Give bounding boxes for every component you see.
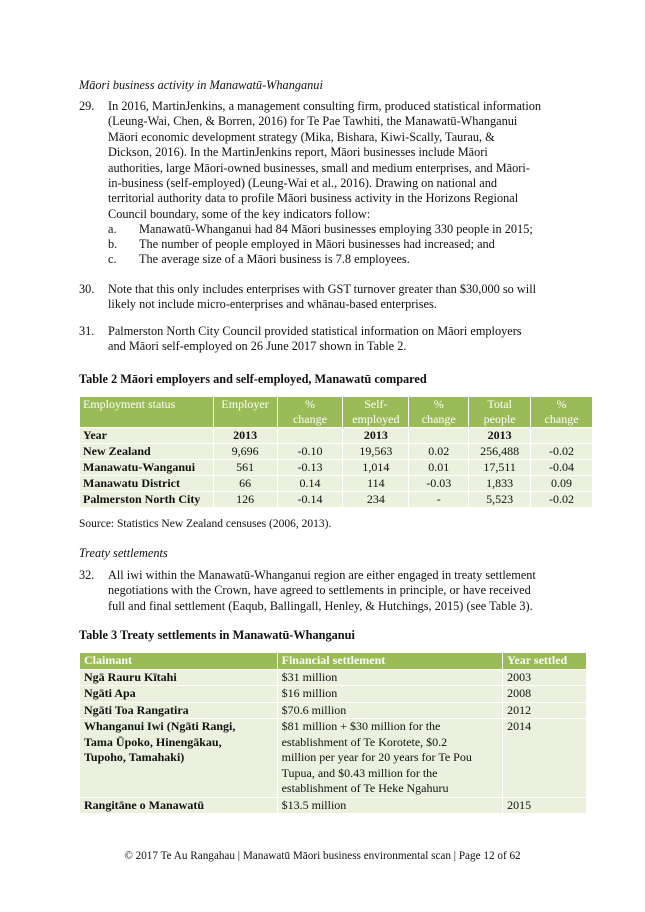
text-line: Palmerston North City Council provided statistical information on Māori employers <box>108 324 522 338</box>
text-line: All iwi within the Manawatū-Whanganui region are either engaged in treaty settlement <box>108 568 536 582</box>
list-item-text: The number of people employed in Māori businesses had increased; and <box>139 237 495 251</box>
table-cell: 2013 <box>343 428 409 444</box>
table-cell: New Zealand <box>80 444 214 460</box>
table-cell: 2013 <box>469 428 531 444</box>
table-cell: 9,696 <box>213 444 277 460</box>
table-row <box>80 460 593 476</box>
table-cell <box>531 428 593 444</box>
table-cell: 0.02 <box>409 444 469 460</box>
table-cell: 234 <box>343 492 409 508</box>
text-line: Dickson, 2016). In the MartinJenkins report, Māori businesses include Māori <box>108 145 488 160</box>
list-item-label: a. <box>108 222 117 236</box>
text-line: in-business (self-employed) (Leung-Wai et al., 2016). Drawing on national and <box>108 176 497 191</box>
table-cell: Year <box>80 428 214 444</box>
paragraph-number: 31. <box>79 324 95 338</box>
table-cell: -0.02 <box>531 444 593 460</box>
column-header: Year settled <box>503 653 587 670</box>
table-cell: 114 <box>343 476 409 492</box>
column-header: Employment status <box>80 397 214 428</box>
paragraph-number: 32. <box>79 568 95 582</box>
table-cell: 126 <box>213 492 277 508</box>
table-row <box>80 492 593 508</box>
page-footer: © 2017 Te Au Rangahau | Manawatū Māori business environmental scan | Page 12 of 62 <box>124 850 521 862</box>
column-header: Total people <box>469 397 531 428</box>
claimant-cell: Ngāti Toa Rangatira <box>80 702 278 719</box>
table-2-maori-employers <box>79 396 593 508</box>
table-row <box>80 797 587 814</box>
paragraph-text <box>108 99 578 222</box>
claimant-cell: Ngāti Apa <box>80 686 278 703</box>
table-cell: 1,014 <box>343 460 409 476</box>
table-cell: 0.01 <box>409 460 469 476</box>
settlement-cell: $31 million <box>277 669 503 686</box>
year-cell: 2008 <box>503 686 587 703</box>
paragraph-number: 29. <box>79 99 95 113</box>
paragraph-text <box>108 568 578 614</box>
table-2-source: Source: Statistics New Zealand censuses (2006, 2013). <box>79 518 332 530</box>
table-cell: 66 <box>213 476 277 492</box>
table-cell: - <box>409 492 469 508</box>
paragraph-text <box>108 324 578 355</box>
table-cell: 0.14 <box>277 476 343 492</box>
table-row <box>80 702 587 719</box>
text-line: Note that this only includes enterprises with GST turnover greater than $30,000 so will <box>108 282 537 296</box>
column-header: Financial settlement <box>277 653 503 670</box>
claimant-cell: Rangitāne o Manawatū <box>80 797 278 814</box>
text-line: authorities, large Māori-owned businesses, small and medium enterprises, and Māori- <box>108 160 530 175</box>
column-header: Employer <box>213 397 277 428</box>
text-line: territorial authority data to profile Māori business activity in the Horizons Regional <box>108 191 519 206</box>
year-cell: 2003 <box>503 669 587 686</box>
settlement-cell: $13.5 million <box>277 797 503 814</box>
table-cell: -0.14 <box>277 492 343 508</box>
table-cell: 0.09 <box>531 476 593 492</box>
section-heading-maori-business: Māori business activity in Manawatū-Whanganui <box>79 78 323 92</box>
table-cell: 561 <box>213 460 277 476</box>
text-line: full and final settlement (Eaqub, Ballingall, Henley, & Hutchings, 2015) (see Table 3). <box>108 598 533 613</box>
table-cell: 5,523 <box>469 492 531 508</box>
table-cell: 17,511 <box>469 460 531 476</box>
table-cell <box>409 428 469 444</box>
text-line: In 2016, MartinJenkins, a management consulting firm, produced statistical information <box>108 99 542 113</box>
table-cell: -0.03 <box>409 476 469 492</box>
list-item-label: c. <box>108 252 117 266</box>
list-item-label: b. <box>108 237 118 251</box>
table-row <box>80 669 587 686</box>
text-line: and Māori self-employed on 26 June 2017 shown in Table 2. <box>108 339 407 354</box>
claimant-cell: Whanganui Iwi (Ngāti Rangi, Tama Ūpoko, Hinengākau, Tupoho, Tamahaki) <box>80 719 278 798</box>
column-header: % change <box>409 397 469 428</box>
table-cell: 2013 <box>213 428 277 444</box>
table-row <box>80 476 593 492</box>
settlement-cell: $16 million <box>277 686 503 703</box>
text-line: Māori economic development strategy (Mika, Bishara, Kiwi-Scally, Taurau, & <box>108 129 495 144</box>
year-cell: 2015 <box>503 797 587 814</box>
table-cell <box>277 428 343 444</box>
text-line: (Leung-Wai, Chen, & Borren, 2016) for Te Pae Tawhiti, the Manawatū-Whanganui <box>108 114 518 129</box>
list-item-text: The average size of a Māori business is 7.8 employees. <box>139 252 410 266</box>
table-cell: 19,563 <box>343 444 409 460</box>
settlement-cell: $70.6 million <box>277 702 503 719</box>
section-heading-treaty-settlements: Treaty settlements <box>79 546 168 560</box>
table-cell: 256,488 <box>469 444 531 460</box>
table-cell: Palmerston North City <box>80 492 214 508</box>
table-cell: -0.04 <box>531 460 593 476</box>
table-row <box>80 444 593 460</box>
table-cell: 1,833 <box>469 476 531 492</box>
year-cell: 2014 <box>503 719 587 798</box>
paragraph-number: 30. <box>79 282 95 296</box>
claimant-cell: Ngā Rauru Kītahi <box>80 669 278 686</box>
table-header-row <box>80 397 593 428</box>
text-line: likely not include micro-enterprises and whānau-based enterprises. <box>108 297 437 312</box>
table-row <box>80 719 587 798</box>
text-line: Council boundary, some of the key indicators follow: <box>108 206 371 221</box>
table-3-treaty-settlements <box>79 652 587 814</box>
column-header: Self- employed <box>343 397 409 428</box>
table-cell: -0.10 <box>277 444 343 460</box>
column-header: % change <box>531 397 593 428</box>
table-header-row <box>80 653 587 670</box>
table-3-caption: Table 3 Treaty settlements in Manawatū-Whanganui <box>79 628 355 642</box>
column-header: % change <box>277 397 343 428</box>
table-cell: -0.02 <box>531 492 593 508</box>
table-cell: -0.13 <box>277 460 343 476</box>
table-cell: Manawatu-Wanganui <box>80 460 214 476</box>
column-header: Claimant <box>80 653 278 670</box>
table-cell: Manawatu District <box>80 476 214 492</box>
table-row <box>80 686 587 703</box>
text-line: negotiations with the Crown, have agreed to settlements in principle, or have received <box>108 583 531 598</box>
table-2-caption: Table 2 Māori employers and self-employed, Manawatū compared <box>79 372 427 386</box>
paragraph-text <box>108 282 578 313</box>
year-cell: 2012 <box>503 702 587 719</box>
table-row-year <box>80 428 593 444</box>
settlement-cell: $81 million + $30 million for the establishment of Te Korotete, $0.2 million per year for 20 years for Te Pou Tupua, and $0.43 million for the establishment of Te Heke Ngahuru <box>277 719 503 798</box>
list-item-text: Manawatū-Whanganui had 84 Māori businesses employing 330 people in 2015; <box>139 222 533 236</box>
